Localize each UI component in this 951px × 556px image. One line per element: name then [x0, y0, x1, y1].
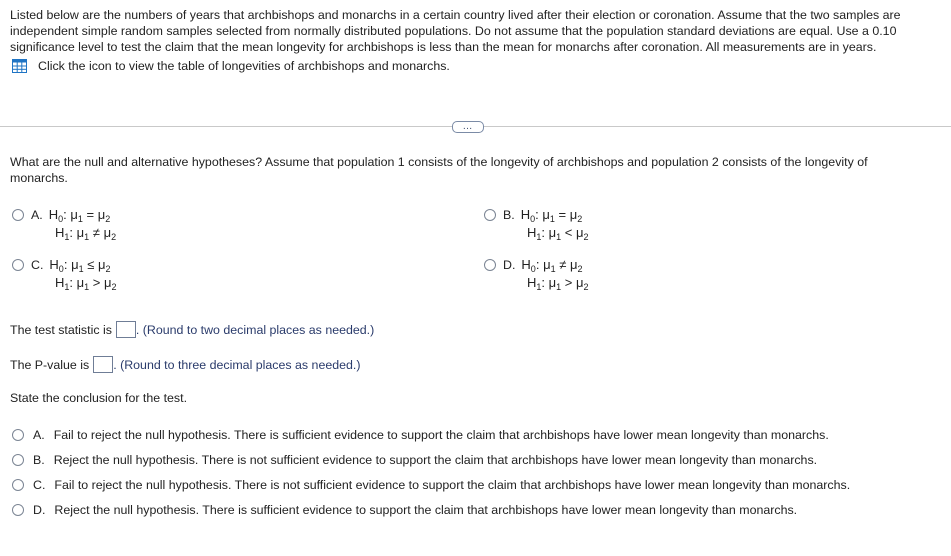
mu-symbol: μ: [548, 225, 557, 240]
hypothesis-option-a[interactable]: [12, 207, 116, 240]
h-subscript: 1: [536, 282, 542, 292]
mu-symbol: μ: [569, 207, 578, 222]
h-subscript: 1: [536, 232, 542, 242]
hypothesis-radio[interactable]: [12, 209, 24, 221]
option-letter: D.: [503, 257, 516, 272]
option-letter: C.: [33, 478, 46, 492]
colon: :: [541, 225, 546, 240]
hypothesis-radio[interactable]: [12, 259, 24, 271]
mu-symbol: μ: [104, 275, 112, 290]
question-line-1: What are the null and alternative hypotheses? Assume that population 1 consists of the longevity of archbishops and population 2 consists of the longevity of: [10, 155, 868, 169]
hypotheses-question: [10, 154, 940, 186]
hypothesis-option-d[interactable]: [484, 257, 589, 290]
mu-symbol: μ: [543, 257, 551, 272]
mu-symbol: μ: [542, 207, 550, 222]
option-letter: D.: [33, 503, 46, 517]
conclusion-radio[interactable]: [12, 479, 24, 491]
mu-symbol: μ: [70, 207, 78, 222]
null-hypothesis: [49, 257, 110, 272]
colon: :: [535, 207, 539, 222]
operator: ≠: [92, 225, 100, 240]
h-symbol: H: [521, 257, 531, 272]
operator: >: [92, 275, 101, 290]
mu-symbol: μ: [548, 275, 557, 290]
alternative-hypothesis: [527, 225, 589, 240]
state-conclusion-prompt: State the conclusion for the test.: [10, 391, 188, 405]
colon: :: [63, 257, 68, 272]
colon: :: [69, 225, 74, 240]
hypothesis-radio[interactable]: [484, 209, 496, 221]
colon: :: [535, 257, 540, 272]
mu-subscript: 2: [111, 282, 117, 292]
conclusion-option-b[interactable]: [12, 453, 817, 467]
hypothesis-radio[interactable]: [484, 259, 496, 271]
problem-line-3: significance level to test the claim that the mean longevity for archbishops is less than the mean for monarchs after coronation. All measurements are in years.: [10, 40, 877, 54]
alternative-hypothesis: [55, 225, 116, 240]
test-statistic-row: [10, 321, 374, 338]
conclusion-text: Reject the null hypothesis. There is not sufficient evidence to support the claim that archbishops have lower mean longevity than monarchs.: [53, 453, 818, 467]
colon: :: [541, 275, 546, 290]
data-table-link[interactable]: [12, 59, 450, 73]
problem-line-2: independent simple random samples selected from normally distributed populations. Do not assume that the population standard deviations are equal. Use a 0.10: [10, 24, 897, 38]
mu-subscript: 1: [78, 264, 84, 274]
option-letter: A.: [33, 428, 45, 442]
question-line-2: monarchs.: [10, 171, 68, 185]
p-value-row: [10, 356, 360, 373]
mu-subscript: 1: [84, 282, 90, 292]
conclusion-option-c[interactable]: [12, 478, 850, 492]
mu-subscript: 2: [577, 264, 583, 274]
problem-line-1: Listed below are the numbers of years that archbishops and monarchs in a certain country lived after their election or coronation. Assume that the two samples are: [10, 8, 901, 22]
mu-symbol: μ: [576, 275, 584, 290]
data-table-link-text[interactable]: Click the icon to view the table of longevities of archbishops and monarchs.: [38, 59, 450, 73]
conclusion-option-a[interactable]: [12, 428, 829, 442]
p-value-hint: . (Round to three decimal places as needed.): [113, 357, 361, 372]
mu-symbol: μ: [76, 275, 85, 290]
mu-subscript: 2: [583, 282, 589, 292]
mu-subscript: 2: [577, 214, 583, 224]
h-subscript: 0: [530, 214, 536, 224]
operator: ≤: [87, 257, 95, 272]
operator: =: [86, 207, 95, 222]
option-letter: B.: [33, 453, 45, 467]
mu-subscript: 1: [556, 282, 562, 292]
alternative-hypothesis: [527, 275, 589, 290]
operator: =: [558, 207, 567, 222]
p-value-input[interactable]: [93, 356, 113, 373]
mu-subscript: 2: [583, 232, 589, 242]
h-symbol: H: [49, 257, 59, 272]
h-symbol: H: [527, 225, 537, 240]
conclusion-text: Reject the null hypothesis. There is sufficient evidence to support the claim that archbishops have lower mean longevity than monarchs.: [54, 503, 798, 517]
colon: :: [63, 207, 67, 222]
mu-symbol: μ: [569, 257, 578, 272]
conclusion-radio[interactable]: [12, 504, 24, 516]
h-symbol: H: [55, 275, 65, 290]
conclusion-text: Fail to reject the null hypothesis. There is not sufficient evidence to support the claim that archbishops have lower mean longevity than monarchs.: [54, 478, 851, 492]
h-symbol: H: [520, 207, 531, 222]
h-symbol: H: [55, 225, 65, 240]
mu-subscript: 2: [105, 214, 111, 224]
h-subscript: 0: [58, 264, 64, 274]
problem-statement: [10, 7, 940, 55]
mu-subscript: 2: [111, 232, 117, 242]
mu-subscript: 1: [77, 214, 83, 224]
expand-more-button[interactable]: …: [452, 121, 484, 133]
mu-symbol: μ: [103, 225, 112, 240]
table-icon[interactable]: [12, 59, 27, 73]
option-letter: A.: [31, 207, 43, 222]
conclusion-radio[interactable]: [12, 429, 24, 441]
operator: >: [564, 275, 573, 290]
test-statistic-hint: . (Round to two decimal places as needed.): [135, 322, 375, 337]
colon: :: [69, 275, 74, 290]
h-subscript: 1: [64, 232, 70, 242]
alternative-hypothesis: [55, 275, 117, 290]
h-subscript: 1: [64, 282, 70, 292]
p-value-label: The P-value is: [10, 357, 90, 372]
null-hypothesis: [521, 257, 582, 272]
h-symbol: H: [48, 207, 59, 222]
mu-symbol: μ: [76, 225, 85, 240]
h-symbol: H: [527, 275, 537, 290]
mu-subscript: 1: [84, 232, 90, 242]
test-statistic-input[interactable]: [116, 321, 136, 338]
mu-subscript: 1: [556, 232, 562, 242]
null-hypothesis: [49, 207, 111, 222]
mu-subscript: 2: [105, 264, 111, 274]
h-subscript: 0: [58, 214, 64, 224]
mu-symbol: μ: [97, 257, 106, 272]
hypothesis-option-c[interactable]: [12, 257, 117, 290]
operator: <: [564, 225, 573, 240]
mu-subscript: 1: [549, 214, 555, 224]
operator: ≠: [559, 257, 567, 272]
hypothesis-option-b[interactable]: [484, 207, 589, 240]
option-letter: B.: [503, 207, 515, 222]
mu-subscript: 1: [550, 264, 556, 274]
h-subscript: 0: [530, 264, 536, 274]
test-statistic-label: The test statistic is: [10, 322, 112, 337]
mu-symbol: μ: [71, 257, 79, 272]
mu-symbol: μ: [576, 225, 584, 240]
mu-symbol: μ: [97, 207, 106, 222]
conclusion-option-d[interactable]: [12, 503, 797, 517]
conclusion-text: Fail to reject the null hypothesis. There is sufficient evidence to support the claim that archbishops have lower mean longevity than monarchs.: [53, 428, 829, 442]
option-letter: C.: [31, 257, 44, 272]
null-hypothesis: [521, 207, 583, 222]
conclusion-radio[interactable]: [12, 454, 24, 466]
